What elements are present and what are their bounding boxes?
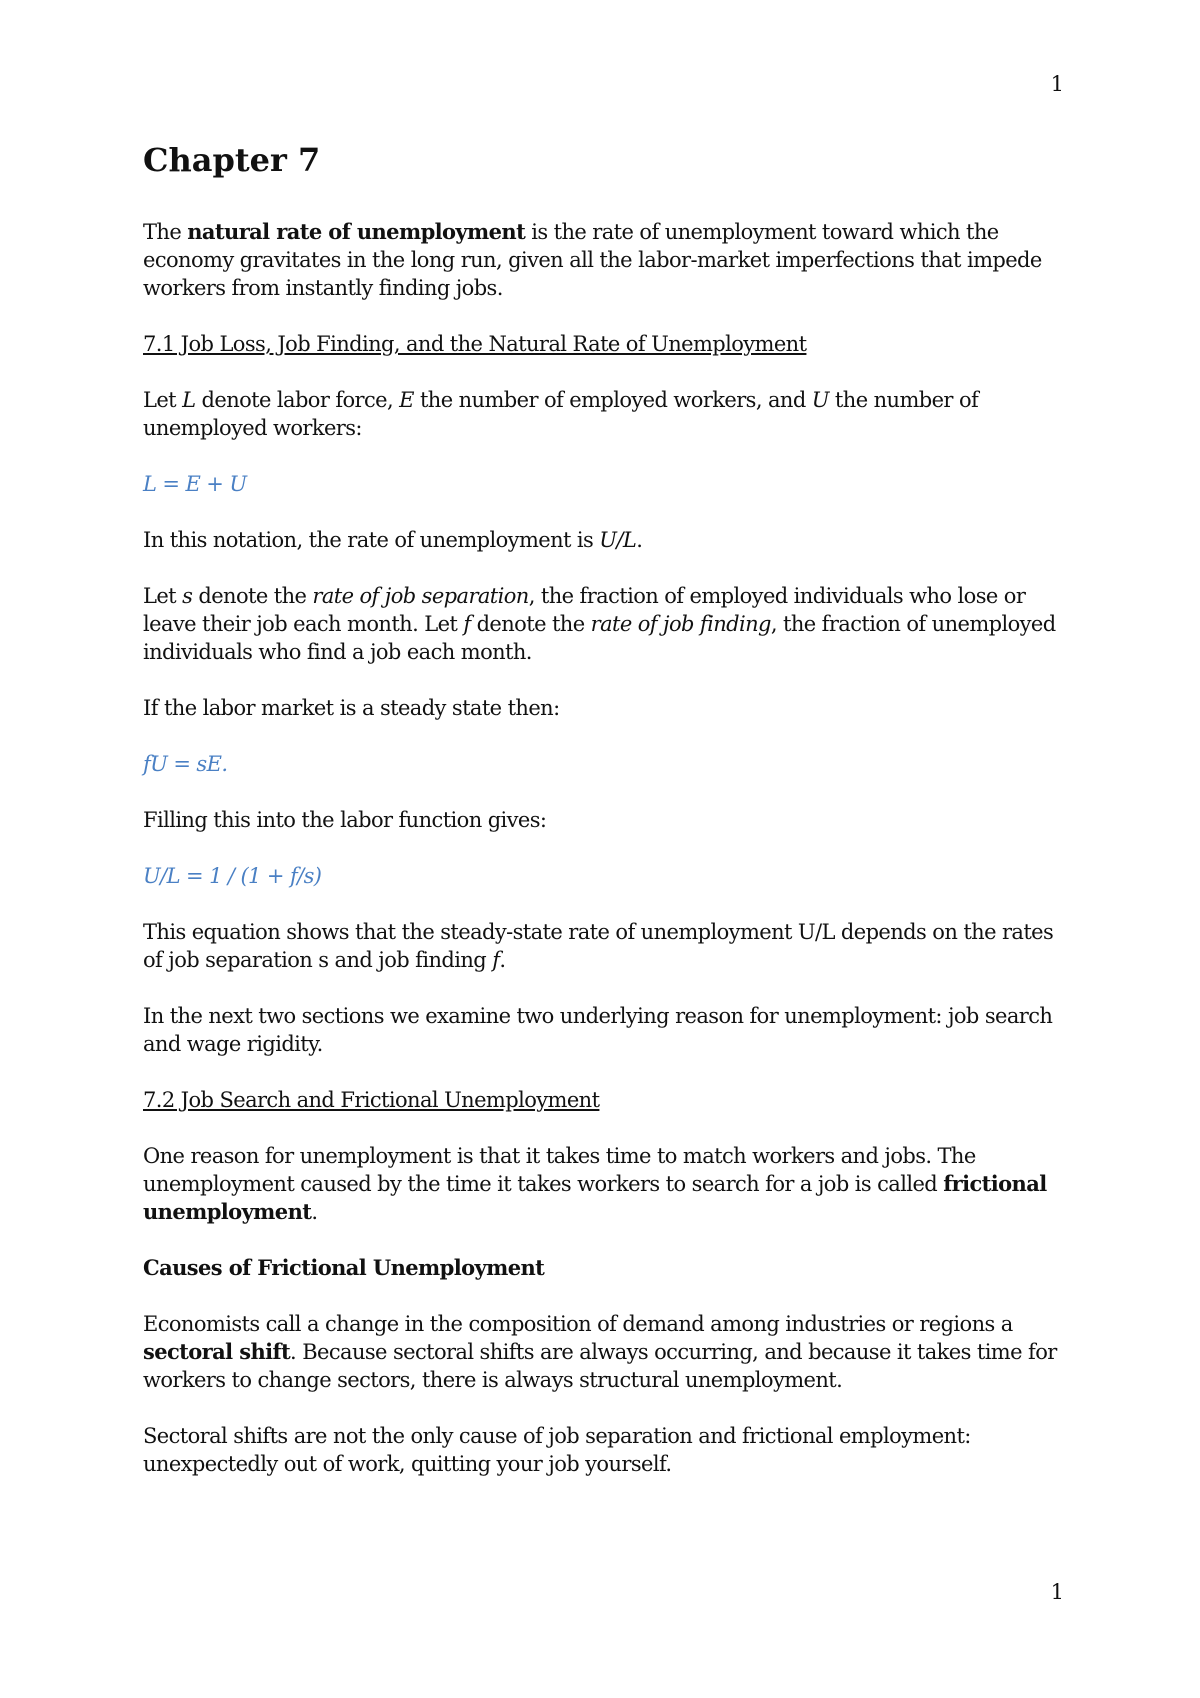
sectoral-shift-paragraph [143, 1310, 1078, 1394]
var-L: L [182, 388, 196, 412]
sep-text: denote the [470, 612, 591, 636]
chapter-title: Chapter 7 [143, 141, 321, 179]
rate-paragraph [143, 526, 1078, 554]
equation-text: U/L = 1 / (1 + f/s) [143, 864, 322, 888]
steady-state-paragraph: If the labor market is a steady state then: [143, 696, 560, 720]
separation-paragraph [143, 582, 1078, 666]
def-text: the number of unemployed workers: [143, 388, 979, 440]
def-text: Let [143, 388, 183, 412]
sep-text: denote the [192, 584, 313, 608]
var-f: f [463, 612, 471, 636]
section-7-1-heading: 7.1 Job Loss, Job Finding, and the Natural Rate of Unemployment [143, 332, 807, 356]
natural-rate-term: natural rate of unemployment [187, 219, 526, 244]
document-body [143, 140, 1078, 1506]
sep-text: , the fraction of employed individuals who lose or leave their job each month. Let [143, 584, 1026, 636]
rate-expression: U/L [599, 528, 637, 552]
def-text: the number of employed workers, and [413, 388, 812, 412]
page-number-top: 1 [1050, 72, 1064, 96]
section-7-2-heading: 7.2 Job Search and Frictional Unemployment [143, 1088, 600, 1112]
var-U: U [811, 388, 829, 412]
intro-text-cont: is the rate of unemployment toward which the economy gravitates in the long run, given all the labor-market imperfections that impede workers from instantly finding jobs. [143, 220, 1042, 300]
equation-unemployment-rate [143, 862, 1078, 890]
shows-text: . [499, 948, 506, 972]
intro-paragraph [143, 218, 1078, 302]
var-s: s [182, 584, 193, 608]
equation-labor-force: L = E + U [143, 472, 247, 496]
page-number-bottom: 1 [1050, 1580, 1064, 1604]
intro-text: The [143, 220, 188, 244]
shows-paragraph [143, 918, 1078, 974]
job-finding-term: rate of job finding [590, 612, 771, 636]
sectoral-shift-term: sectoral shift [143, 1339, 291, 1364]
reason-text: One reason for unemployment is that it takes time to match workers and jobs. The unemployment caused by the time it takes workers to search for a job is called [143, 1144, 976, 1196]
sep-text: Let [143, 584, 183, 608]
rate-text: . [636, 528, 643, 552]
shift-text: Economists call a change in the composition of demand among industries or regions a [143, 1312, 1013, 1336]
shift-text: . Because sectoral shifts are always occurring, and because it takes time for workers to change sectors, there is always structural unemployment. [143, 1340, 1057, 1392]
rate-text: In this notation, the rate of unemployment is [143, 528, 600, 552]
equation-steady-state: fU = sE. [143, 752, 228, 776]
causes-heading: Causes of Frictional Unemployment [143, 1255, 545, 1280]
shows-text: This equation shows that the steady-state rate of unemployment U/L depends on the rates of job separation s and job finding [143, 920, 1054, 972]
frictional-paragraph [143, 1142, 1078, 1226]
var-E: E [399, 388, 414, 412]
def-text: denote labor force, [195, 388, 400, 412]
definitions-paragraph [143, 386, 1078, 442]
filling-paragraph: Filling this into the labor function gives: [143, 808, 547, 832]
frictional-unemployment-term: frictional unemployment [143, 1171, 1047, 1224]
sep-text: , the fraction of unemployed individuals who find a job each month. [143, 612, 1056, 664]
last-paragraph: Sectoral shifts are not the only cause of job separation and frictional employment: unexpectedly out of work, quitting your job yourself. [143, 1424, 971, 1476]
next-sections-paragraph: In the next two sections we examine two underlying reason for unemployment: job search and wage rigidity. [143, 1004, 1053, 1056]
reason-text: . [311, 1200, 318, 1224]
job-separation-term: rate of job separation [312, 584, 529, 608]
var-f: f [492, 948, 500, 972]
